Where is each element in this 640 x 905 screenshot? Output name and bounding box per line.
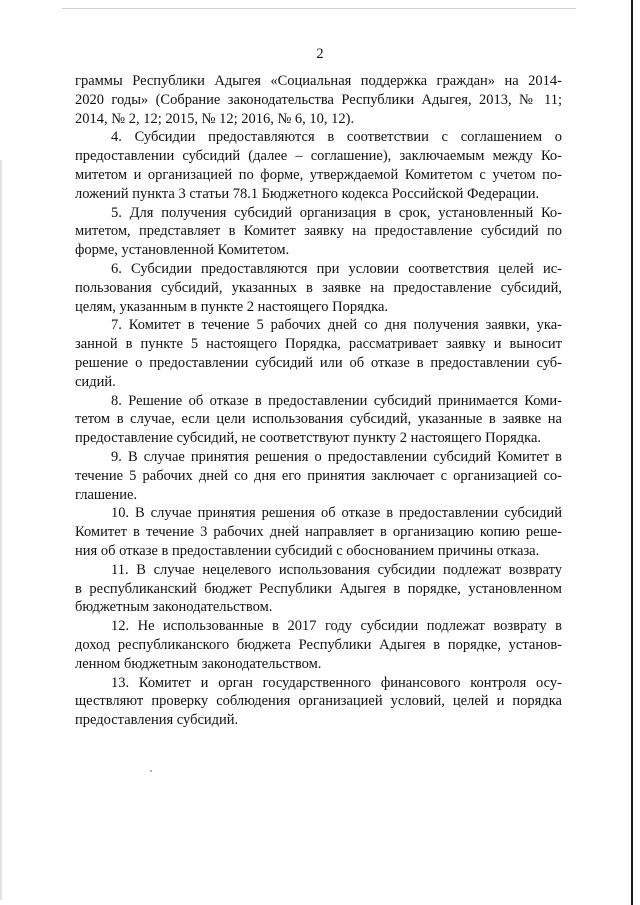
- paragraph-p6: [75, 260, 562, 316]
- text-line: предоставлении субсидий (далее – соглашение), заключаемым между Ко-: [75, 148, 562, 165]
- paragraph-p10: [75, 504, 562, 560]
- text-line: тетом в случае, если цели использования субсидий, указанные в заявке на: [75, 411, 562, 428]
- page-number: 2: [316, 46, 324, 62]
- text-line: 10. В случае принятия решения об отказе в предоставлении субсидий: [111, 505, 562, 522]
- text-line: митетом и организацией по форме, утверждаемой Комитетом с учетом по-: [75, 166, 562, 183]
- text-line: в республиканский бюджет Республики Адыгея в порядке, установленном: [75, 580, 562, 597]
- text-line: бюджетным законодательством.: [75, 599, 273, 616]
- paragraph-p12: [75, 617, 562, 673]
- paragraph-p9: [75, 448, 562, 504]
- text-line: 5. Для получения субсидий организация в срок, установленный Ко-: [111, 204, 562, 221]
- text-line: 4. Субсидии предоставляются в соответствии с соглашением о: [111, 129, 562, 146]
- text-line: предоставления субсидий.: [75, 712, 239, 729]
- scan-right-edge: [631, 0, 633, 905]
- scan-top-edge: [62, 8, 576, 9]
- text-line: 6. Субсидии предоставляются при условии соответствия целей ис-: [111, 260, 562, 277]
- text-line: ществляют проверку соблюдения организацией условий, целей и порядка: [75, 693, 562, 710]
- text-line: решение о предоставлении субсидий или об отказе в предоставлении суб-: [75, 354, 562, 371]
- text-line: пользования субсидий, указанных в заявке на предоставление субсидий,: [75, 279, 562, 296]
- text-line: Комитет в течение 3 рабочих дней направляет в организацию копию реше-: [75, 524, 562, 541]
- paragraph-p5: [75, 204, 562, 260]
- text-line: ния об отказе в предоставлении субсидий с обоснованием причины отказа.: [75, 542, 540, 559]
- continuation-paragraph: [75, 72, 562, 128]
- text-line: целям, указанным в пункте 2 настоящего Порядка.: [75, 298, 389, 315]
- text-line: 2020 годы» (Собрание законодательства Республики Адыгея, 2013, № 11;: [75, 91, 562, 108]
- text-line: предоставление субсидий, не соответствуют пункту 2 настоящего Порядка.: [75, 430, 542, 447]
- paragraph-p7: [75, 316, 562, 391]
- text-line: митетом, представляет в Комитет заявку на предоставление субсидий по: [75, 223, 562, 240]
- text-line: 9. В случае принятия решения о предоставлении субсидий Комитет в: [111, 448, 562, 465]
- text-line: течение 5 рабочих дней со дня его принятия заключает с организацией со-: [75, 467, 562, 484]
- scan-left-shadow: [0, 160, 3, 900]
- text-line: сидий.: [75, 373, 116, 390]
- paragraph-p11: [75, 561, 562, 617]
- scan-speck: [150, 770, 152, 772]
- paragraph-p4: [75, 128, 562, 203]
- text-line: 7. Комитет в течение 5 рабочих дней со дня получения заявки, ука-: [111, 317, 562, 334]
- text-line: 12. Не использованные в 2017 году субсидии подлежат возврату в: [111, 618, 562, 635]
- text-line: занной в пункте 5 настоящего Порядка, рассматривает заявку и выносит: [75, 336, 562, 353]
- paragraph-p8: [75, 392, 562, 448]
- document-body: [75, 72, 562, 730]
- paragraph-p13: [75, 674, 562, 730]
- text-line: 8. Решение об отказе в предоставлении субсидий принимается Коми-: [111, 392, 562, 409]
- text-line: форме, установленной Комитетом.: [75, 242, 290, 259]
- text-line: 11. В случае нецелевого использования субсидии подлежат возврату: [111, 561, 562, 578]
- text-line: глашение.: [75, 486, 138, 503]
- text-line: ленном бюджетным законодательством.: [75, 655, 322, 672]
- text-line: граммы Республики Адыгея «Социальная поддержка граждан» на 2014-: [75, 73, 562, 89]
- text-line: 13. Комитет и орган государственного финансового контроля осу-: [111, 674, 562, 691]
- text-line: доход республиканского бюджета Республики Адыгея в порядке, установ-: [75, 636, 562, 653]
- text-line: ложений пункта 3 статьи 78.1 Бюджетного кодекса Российской Федерации.: [75, 185, 540, 202]
- text-line: 2014, № 2, 12; 2015, № 12; 2016, № 6, 10, 12).: [75, 110, 355, 127]
